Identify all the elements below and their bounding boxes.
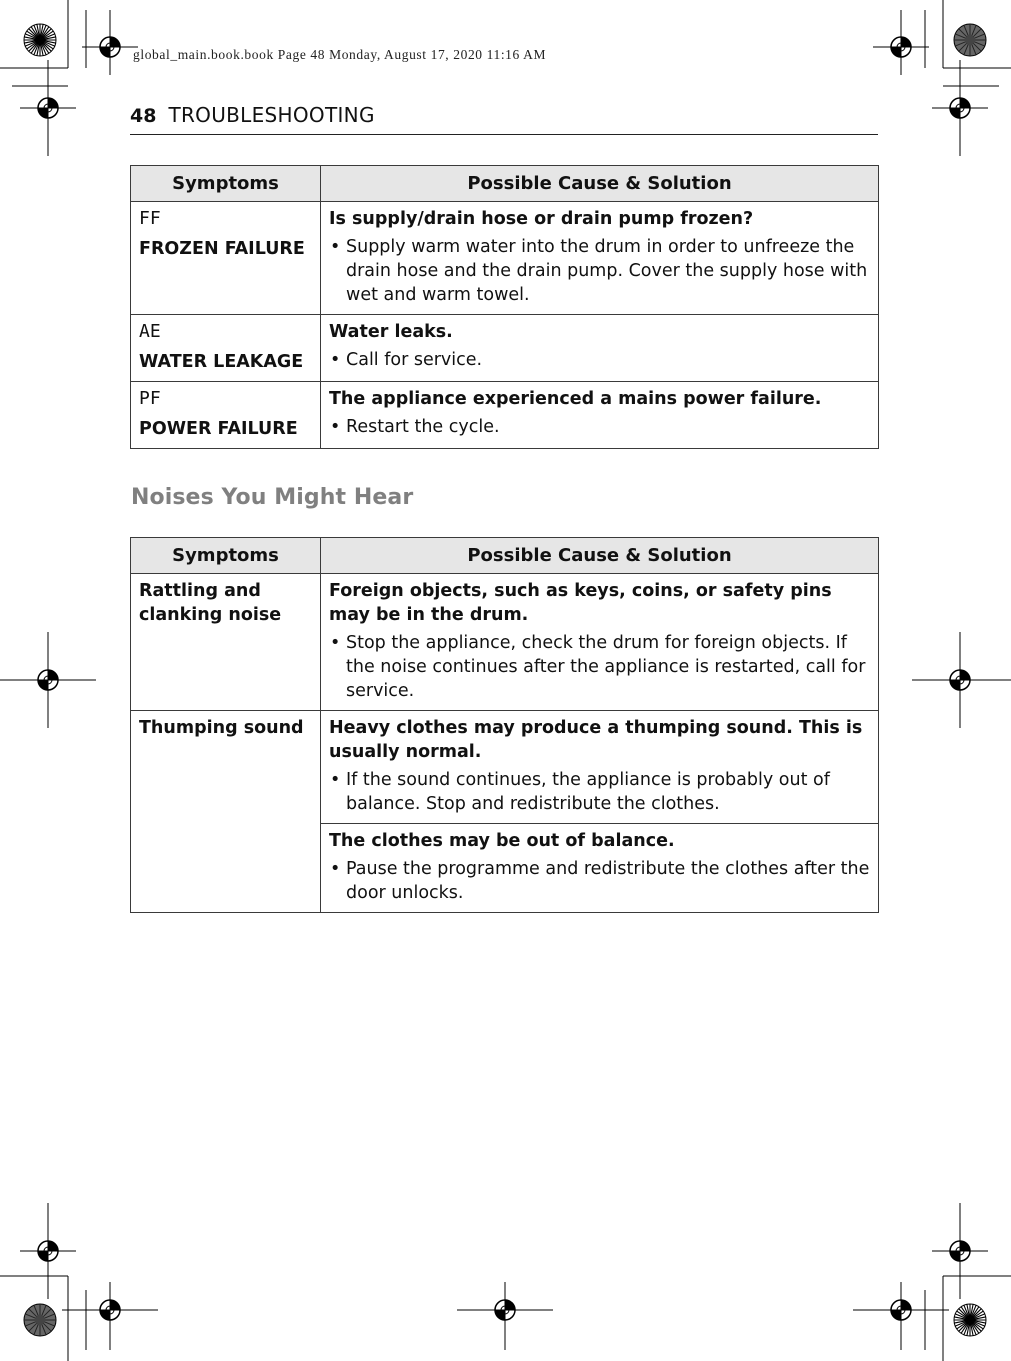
page-title: TROUBLESHOOTING	[168, 103, 375, 127]
table-header-row	[131, 166, 879, 202]
symptom-cell	[131, 382, 321, 449]
table-row	[131, 202, 879, 315]
table-row	[131, 315, 879, 382]
section-heading: Noises You Might Hear	[131, 485, 414, 510]
solution-text: • Restart the cycle.	[329, 415, 870, 439]
cause-text: Heavy clothes may produce a thumping sound. This is usually normal.	[329, 718, 863, 762]
error-code: AE	[139, 321, 161, 342]
symptoms-header: Symptoms	[131, 538, 321, 574]
symptoms-header: Symptoms	[131, 166, 321, 202]
color-wheel-icon	[954, 1304, 986, 1336]
cause-text: Water leaks.	[329, 322, 453, 342]
symptom-cell	[131, 315, 321, 382]
cause-cell	[321, 574, 879, 711]
solution-text: • If the sound continues, the appliance is probably out of balance. Stop and redistribute the clothes.	[329, 768, 870, 816]
symptom-name: WATER LEAKAGE	[139, 352, 304, 372]
print-slug: global_main.book.book Page 48 Monday, August 17, 2020 11:16 AM	[133, 47, 547, 62]
cause-cell	[321, 202, 879, 315]
cause-cell	[321, 824, 879, 913]
solution-text: • Stop the appliance, check the drum for foreign objects. If the noise continues after the appliance is restarted, call for service.	[329, 631, 870, 703]
symptom-cell	[131, 202, 321, 315]
page-number: 48	[130, 105, 157, 127]
error-code: FF	[139, 208, 161, 229]
solution-text: • Call for service.	[329, 348, 870, 372]
solution-text: • Supply warm water into the drum in order to unfreeze the drain hose and the drain pump. Cover the supply hose with wet and warm towel.	[329, 235, 870, 307]
cause-header: Possible Cause & Solution	[321, 538, 879, 574]
symptom-name: Rattling and clanking noise	[139, 581, 282, 625]
symptom-name: FROZEN FAILURE	[139, 239, 305, 259]
symptom-name: POWER FAILURE	[139, 419, 298, 439]
cause-text: The clothes may be out of balance.	[329, 831, 675, 851]
cause-text: Is supply/drain hose or drain pump frozen?	[329, 209, 754, 229]
cause-text: Foreign objects, such as keys, coins, or safety pins may be in the drum.	[329, 581, 832, 625]
noises-table	[130, 537, 879, 913]
cause-text: The appliance experienced a mains power failure.	[329, 389, 822, 409]
cause-cell	[321, 711, 879, 824]
cause-cell	[321, 382, 879, 449]
table-row	[131, 711, 879, 824]
cause-cell	[321, 315, 879, 382]
error-codes-table	[130, 165, 879, 449]
symptom-name: Thumping sound	[139, 718, 304, 738]
symptom-cell	[131, 711, 321, 913]
error-code: PF	[139, 388, 161, 409]
table-header-row	[131, 538, 879, 574]
page-header	[130, 103, 878, 135]
color-wheel-icon	[24, 24, 56, 56]
table-row	[131, 574, 879, 711]
table-row	[131, 382, 879, 449]
solution-text: • Pause the programme and redistribute the clothes after the door unlocks.	[329, 857, 870, 905]
cause-header: Possible Cause & Solution	[321, 166, 879, 202]
symptom-cell	[131, 574, 321, 711]
color-wheel-icon	[954, 24, 986, 56]
color-wheel-icon	[24, 1304, 56, 1336]
